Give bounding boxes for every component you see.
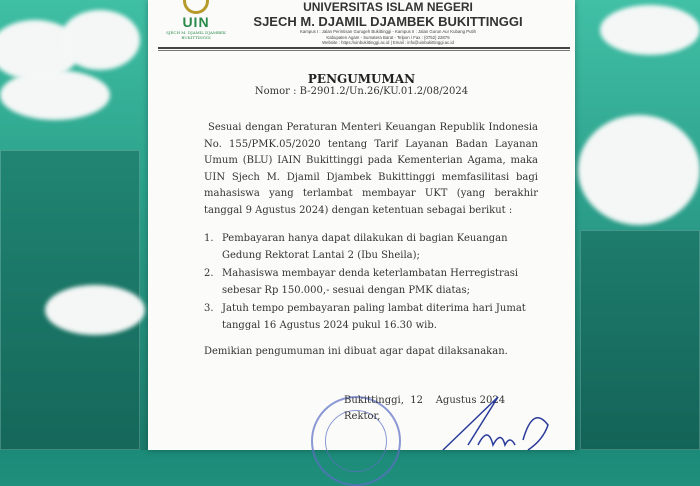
- item-number: 1.: [204, 233, 214, 244]
- list-item: [204, 266, 538, 299]
- signer-title: Rektor,: [344, 411, 381, 422]
- uin-logo: [166, 0, 226, 40]
- item-text: Mahasiswa membayar denda keterlambatan Herregistrasi sebesar Rp 150.000,- sesuai dengan PMK diatas;: [222, 268, 519, 296]
- university-type: UNIVERSITAS ISLAM NEGERI: [303, 0, 473, 14]
- university-name: SJECH M. DJAMIL DJAMBEK BUKITTINGGI: [253, 14, 523, 29]
- cloud: [578, 115, 700, 225]
- cloud: [45, 285, 145, 335]
- logo-subtext: SJECH M. DJAMIL DJAMBEK BUKITTINGGI: [166, 30, 226, 40]
- building-right: [580, 230, 700, 450]
- address-line: Kampus I : Jalan Perintisan Gurugeh Bukittinggi - Kampus II : Jalan Gurun Aur Kubang Putih: [299, 29, 477, 34]
- web-line: Website : https://uinbukittinggi.ac.id | Email : info@uinbukittinggi.ac.id: [322, 40, 454, 45]
- item-number: 3.: [204, 303, 214, 314]
- list-item: [204, 231, 538, 264]
- provisions-list: [204, 231, 538, 336]
- cloud: [0, 70, 110, 120]
- place-date: Bukittinggi, 12 Agustus 2024: [344, 395, 506, 406]
- signature-mark: [438, 395, 558, 455]
- contact-line: Kabupaten Agam - Sumatera Barat - Telpon / Fax : (0752) 22875: [326, 34, 450, 40]
- item-text: Jatuh tempo pembayaran paling lambat diterima hari Jumat tanggal 16 Agustus 2024 pukul 16.30 wib.: [222, 303, 526, 331]
- intro-paragraph: Sesuai dengan Peraturan Menteri Keuangan Republik Indonesia No. 155/PMK.05/2020 tentang Tarif Layanan Badan Layanan Umum (BLU) IAIN Bukittinggi pada Kementerian Agama, maka UIN Sjech M. Djamil Djambek Bukittinggi memfasilitasi bagi mahasiswa yang terlambat membayar UKT (yang berakhir tanggal 9 Agustus 2024) dengan ketentuan sebagai berikut :: [204, 122, 538, 216]
- cloud: [60, 10, 140, 70]
- logo-text: UIN: [182, 14, 210, 30]
- item-number: 2.: [204, 268, 214, 279]
- letterhead: [238, 1, 538, 46]
- logo-emblem-icon: [183, 0, 209, 14]
- cloud: [600, 5, 700, 55]
- list-item: [204, 301, 538, 334]
- announcement-letter: [148, 0, 575, 450]
- document-number: Nomor : B-2901.2/Un.26/KU.01.2/08/2024: [254, 86, 469, 97]
- item-text: Pembayaran hanya dapat dilakukan di bagian Keuangan Gedung Rektorat Lantai 2 (Ibu Sheila);: [222, 233, 508, 261]
- letterhead-divider: [158, 47, 570, 51]
- closing-paragraph: Demikian pengumuman ini dibuat agar dapat dilaksanakan.: [204, 346, 508, 357]
- document-title: PENGUMUMAN: [307, 72, 416, 86]
